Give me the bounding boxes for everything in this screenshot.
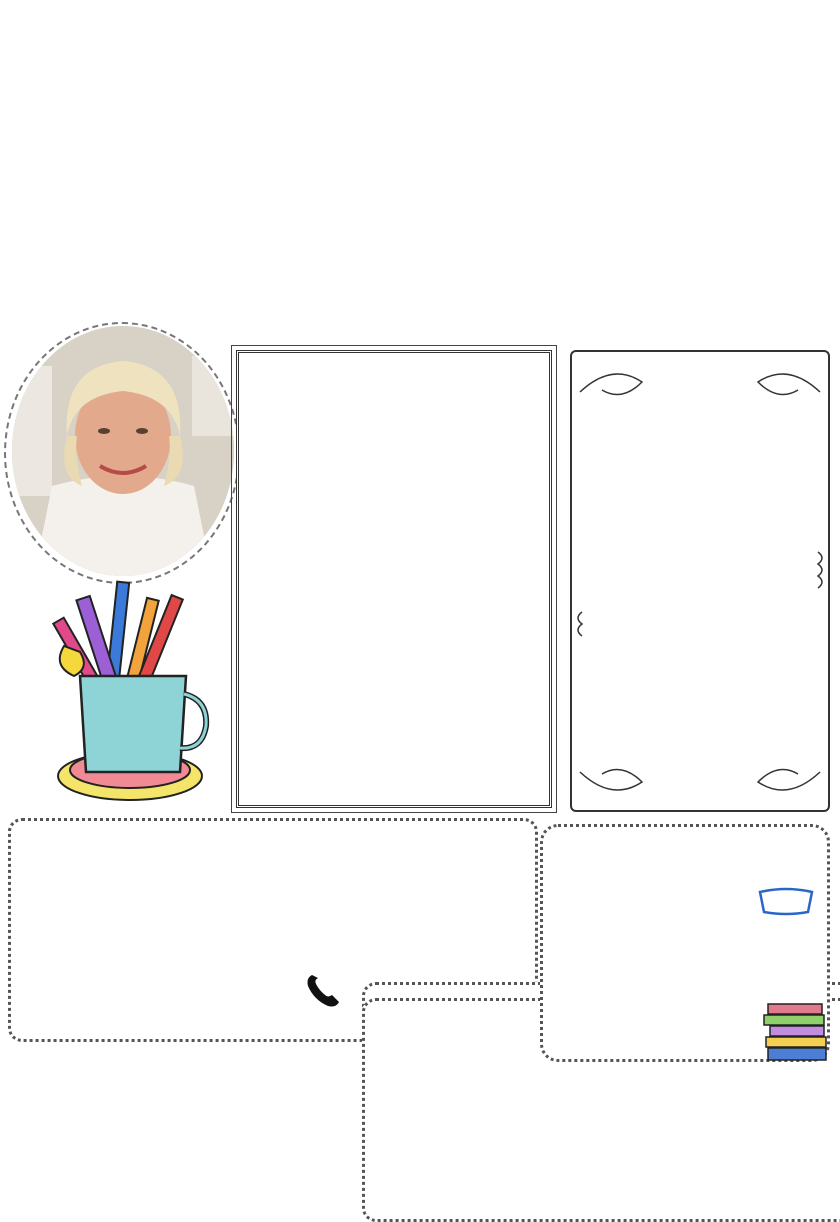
meet-the-teacher-banner — [0, 28, 840, 298]
sonic-logo — [756, 884, 816, 918]
book-stack-icon — [762, 1000, 830, 1066]
teacher-photo — [12, 326, 234, 576]
phone-icon — [304, 972, 342, 1010]
about-me-box — [570, 350, 830, 812]
welcome-box — [236, 350, 552, 808]
about-flourish-decor — [572, 352, 828, 810]
pencil-mug-illustration — [50, 576, 210, 806]
